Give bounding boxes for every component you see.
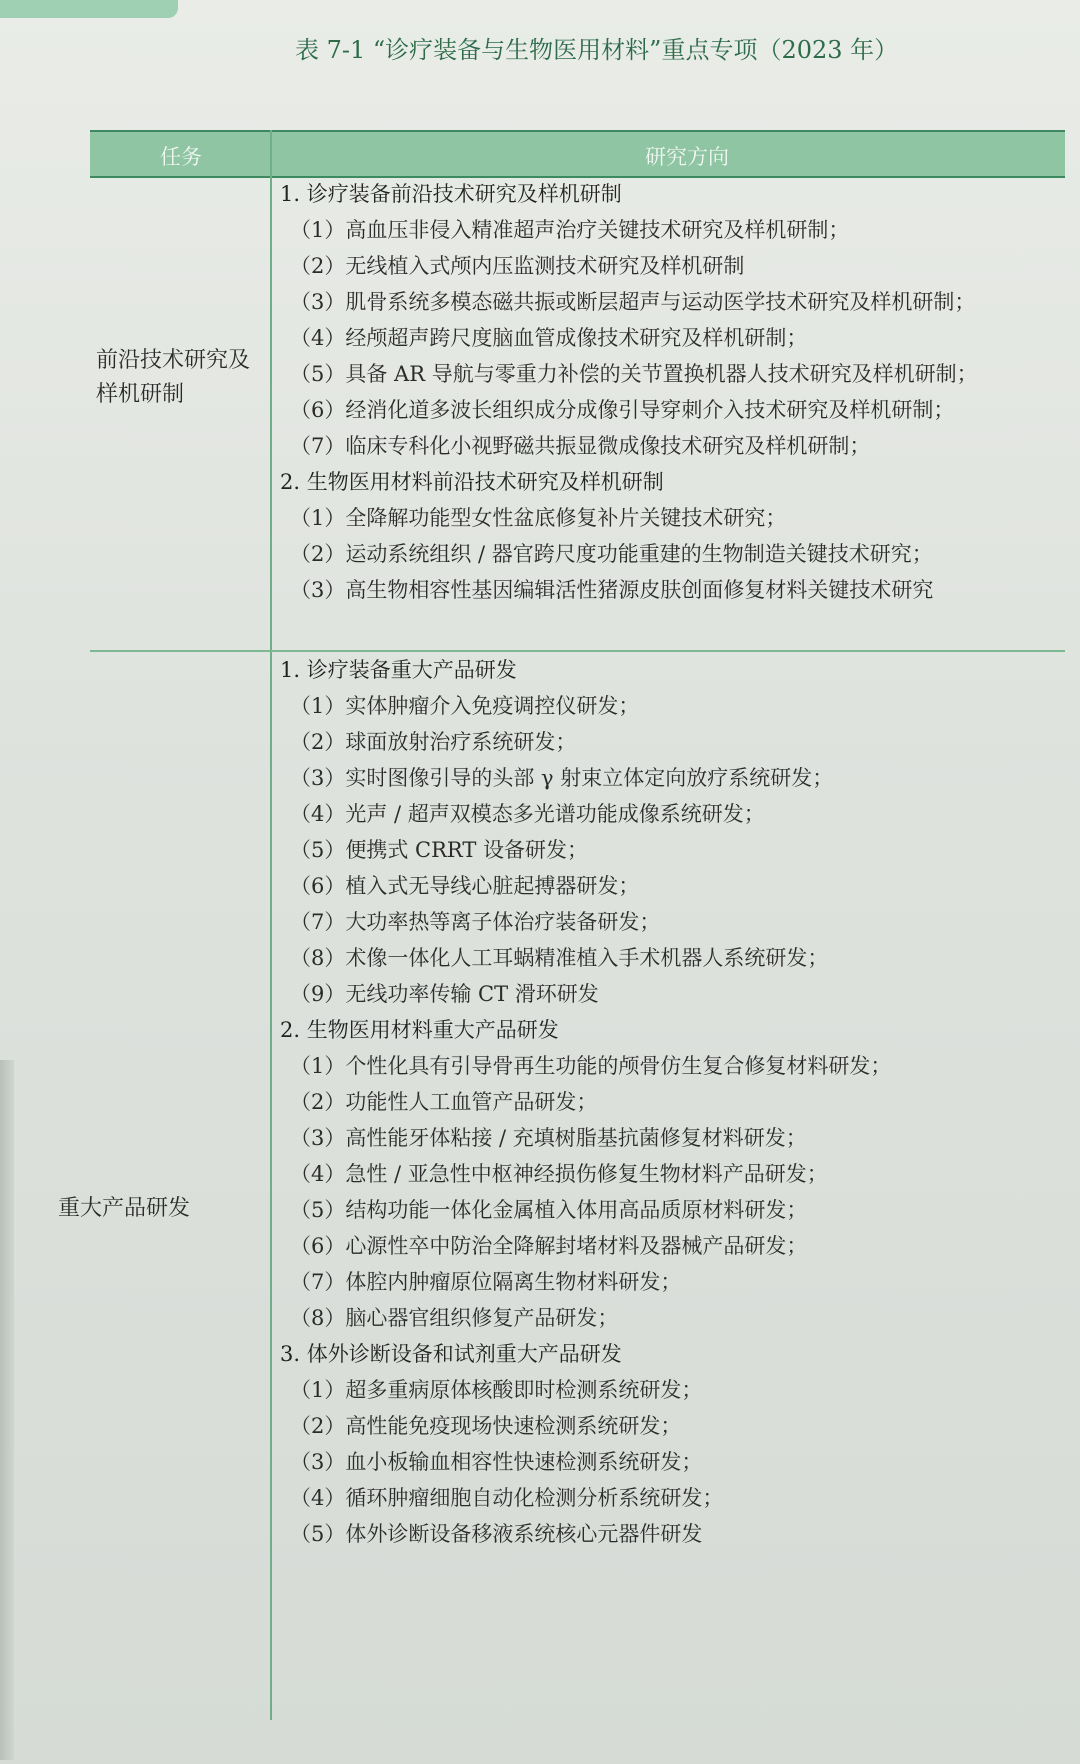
list-item: （3）肌骨系统多模态磁共振或断层超声与运动医学技术研究及样机研制； (290, 290, 976, 314)
list-item: （5）具备 AR 导航与零重力补偿的关节置换机器人技术研究及样机研制； (290, 362, 978, 386)
task-label: 重大产品研发 (58, 1196, 191, 1221)
list-item: （5）体外诊断设备移液系统核心元器件研发 (290, 1522, 703, 1546)
book-spine-shadow (0, 1060, 14, 1760)
direction-list (280, 176, 1060, 608)
list-heading: 3. 体外诊断设备和试剂重大产品研发 (280, 1342, 622, 1366)
list-item: （2）球面放射治疗系统研发； (290, 730, 577, 754)
list-heading: 2. 生物医用材料重大产品研发 (280, 1018, 559, 1042)
list-item: （6）植入式无导线心脏起搏器研发； (290, 874, 640, 898)
list-item: （5）结构功能一体化金属植入体用高品质原材料研发； (290, 1198, 808, 1222)
list-item: （6）心源性卒中防治全降解封堵材料及器械产品研发； (290, 1234, 808, 1258)
list-item: （2）功能性人工血管产品研发； (290, 1090, 598, 1114)
page-edge-tab (0, 0, 178, 18)
header-direction: 研究方向 (645, 145, 729, 169)
table-title: 表 7-1 “诊疗装备与生物医用材料”重点专项（2023 年） (295, 36, 899, 64)
list-heading: 1. 诊疗装备重大产品研发 (280, 658, 517, 682)
list-item: （1）高血压非侵入精准超声治疗关键技术研究及样机研制； (290, 218, 850, 242)
list-item: （7）临床专科化小视野磁共振显微成像技术研究及样机研制； (290, 434, 871, 458)
header-task: 任务 (160, 145, 202, 169)
list-item: （4）经颅超声跨尺度脑血管成像技术研究及样机研制； (290, 326, 808, 350)
list-item: （1）超多重病原体核酸即时检测系统研发； (290, 1378, 703, 1402)
list-item: （1）实体肿瘤介入免疫调控仪研发； (290, 694, 640, 718)
list-item: （8）术像一体化人工耳蜗精准植入手术机器人系统研发； (290, 946, 829, 970)
section-frontier (90, 176, 1065, 650)
list-item: （8）脑心器官组织修复产品研发； (290, 1306, 619, 1330)
list-item: （2）运动系统组织 / 器官跨尺度功能重建的生物制造关键技术研究； (290, 542, 933, 566)
list-item: （2）无线植入式颅内压监测技术研究及样机研制 (290, 254, 745, 278)
table-header (90, 130, 1065, 178)
list-heading: 1. 诊疗装备前沿技术研究及样机研制 (280, 182, 622, 206)
list-item: （3）血小板输血相容性快速检测系统研发； (290, 1450, 703, 1474)
list-item: （3）高生物相容性基因编辑活性猪源皮肤创面修复材料关键技术研究 (290, 578, 934, 602)
direction-list (280, 652, 1060, 1552)
list-item: （7）大功率热等离子体治疗装备研发； (290, 910, 661, 934)
research-table (58, 130, 1065, 1720)
list-item: （6）经消化道多波长组织成分成像引导穿刺介入技术研究及样机研制； (290, 398, 955, 422)
list-item: （1）个性化具有引导骨再生功能的颅骨仿生复合修复材料研发； (290, 1054, 892, 1078)
list-heading: 2. 生物医用材料前沿技术研究及样机研制 (280, 470, 664, 494)
list-item: （4）循环肿瘤细胞自动化检测分析系统研发； (290, 1486, 724, 1510)
list-item: （4）急性 / 亚急性中枢神经损伤修复生物材料产品研发； (290, 1162, 828, 1186)
list-item: （3）高性能牙体粘接 / 充填树脂基抗菌修复材料研发； (290, 1126, 807, 1150)
list-item: （7）体腔内肿瘤原位隔离生物材料研发； (290, 1270, 682, 1294)
list-item: （9）无线功率传输 CT 滑环研发 (290, 982, 599, 1006)
list-item: （2）高性能免疫现场快速检测系统研发； (290, 1414, 682, 1438)
section-major-products (58, 652, 1065, 1712)
list-item: （1）全降解功能型女性盆底修复补片关键技术研究； (290, 506, 787, 530)
list-item: （5）便携式 CRRT 设备研发； (290, 838, 589, 862)
task-label: 前沿技术研究及样机研制 (96, 348, 251, 407)
list-item: （3）实时图像引导的头部 γ 射束立体定向放疗系统研发； (290, 766, 834, 790)
list-item: （4）光声 / 超声双模态多光谱功能成像系统研发； (290, 802, 765, 826)
